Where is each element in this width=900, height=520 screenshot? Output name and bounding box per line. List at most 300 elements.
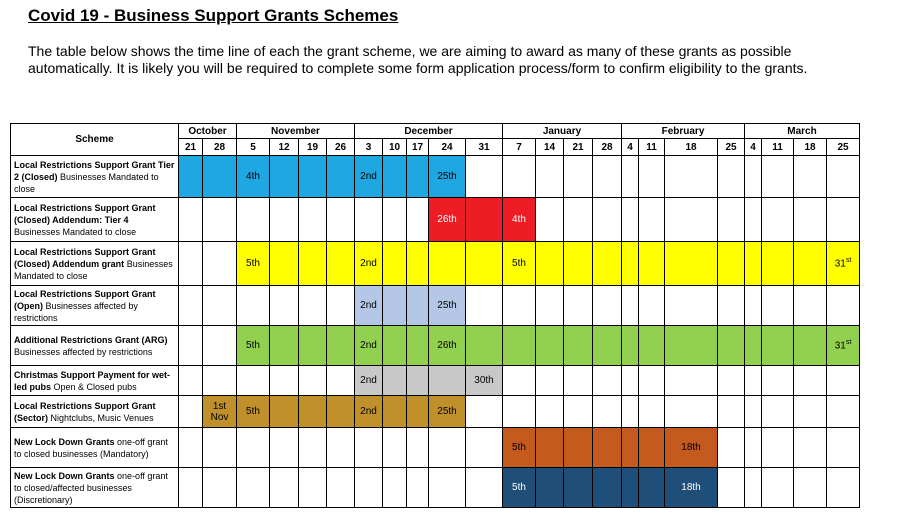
timeline-cell [327,156,355,198]
timeline-cell [429,286,466,326]
scheme-cell [11,286,179,326]
timeline-cell [745,428,762,468]
timeline-cell [299,468,327,508]
month-header: December [355,124,503,139]
timeline-cell [827,366,860,396]
week-day-header: 11 [639,139,665,156]
timeline-cell [327,468,355,508]
timeline-cell [745,326,762,366]
date-label: 4th [512,214,526,225]
timeline-cell [466,468,503,508]
timeline-cell [639,286,665,326]
week-day-header: 17 [407,139,429,156]
timeline-cell [407,468,429,508]
timeline-cell [665,286,718,326]
timeline-cell [745,156,762,198]
date-label: 5th [246,340,260,351]
timeline-cell [564,242,593,286]
week-day-header: 31 [466,139,503,156]
timeline-cell [622,468,639,508]
week-day-header: 21 [179,139,203,156]
timeline-cell [383,286,407,326]
timeline-cell [564,428,593,468]
date-label: 4th [246,171,260,182]
timeline-cell [466,366,503,396]
timeline-cell [718,428,745,468]
timeline-cell [745,396,762,428]
timeline-cell [237,156,270,198]
timeline-cell [665,396,718,428]
timeline-cell [536,198,564,242]
timeline-cell [327,366,355,396]
timeline-cell [794,286,827,326]
timeline-cell [407,326,429,366]
date-label: 5th [512,258,526,269]
date-suffix: st [845,257,852,265]
scheme-cell [11,428,179,468]
table-row [11,198,860,242]
date-label: 25th [437,300,457,311]
timeline-cell [762,242,794,286]
timeline-cell [745,286,762,326]
timeline-cell [503,198,536,242]
timeline-cell [429,366,466,396]
scheme-header: Scheme [11,124,179,156]
date-label: 31 [834,258,846,270]
timeline-cell [827,286,860,326]
date-label: 2nd [360,406,377,417]
scheme-name: Local Restrictions Support Grant (Open) [14,288,156,311]
timeline-cell [203,428,237,468]
scheme-name: Christmas Support Payment for wet-led pubs [14,369,171,392]
date-label: 31 [834,340,846,352]
timeline-cell [794,396,827,428]
timeline-cell [762,428,794,468]
timeline-cell [503,286,536,326]
timeline-cell [593,286,622,326]
timeline-cell [203,156,237,198]
timeline-cell [762,286,794,326]
timeline-cell [355,156,383,198]
timeline-cell [429,396,466,428]
intro-paragraph: The table below shows the time line of each the grant scheme, we are aiming to award as many of these grants as possible automatically. It is likely you will be required to complete some form application process/form to confirm eligibility to the grants. [28,43,808,76]
timeline-cell [536,468,564,508]
scheme-description: Businesses Mandated to close [14,171,159,194]
scheme-cell [11,396,179,428]
timeline-cell [383,396,407,428]
timeline-cell [355,286,383,326]
timeline-cell [237,366,270,396]
timeline-cell [762,156,794,198]
timeline-cell [270,242,299,286]
timeline-cell [564,286,593,326]
timeline-cell [407,366,429,396]
scheme-description: Businesses affected by restrictions [14,300,138,323]
timeline-cell [665,326,718,366]
scheme-name: Local Restrictions Support Grant (Closed) Addendum: Tier 4 [14,202,156,225]
timeline-cell [593,326,622,366]
date-label: 26th [437,340,457,351]
timeline-cell [429,326,466,366]
timeline-cell [639,428,665,468]
timeline-cell [622,198,639,242]
scheme-description: Businesses Mandated to close [14,226,137,237]
table-row [11,242,860,286]
timeline-cell [762,326,794,366]
timeline-cell [593,242,622,286]
timeline-cell [564,326,593,366]
timeline-cell [536,286,564,326]
timeline-cell [794,366,827,396]
timeline-cell [270,326,299,366]
timeline-cell [237,198,270,242]
week-day-header: 4 [622,139,639,156]
timeline-cell [593,468,622,508]
timeline-cell [827,468,860,508]
month-header: November [237,124,355,139]
timeline-cell [593,156,622,198]
timeline-cell [622,326,639,366]
scheme-description: Businesses affected by restrictions [14,346,153,357]
week-day-header: 10 [383,139,407,156]
timeline-cell [429,428,466,468]
timeline-cell [203,242,237,286]
timeline-cell [203,366,237,396]
timeline-cell [639,396,665,428]
timeline-cell [179,198,203,242]
timeline-cell [794,326,827,366]
scheme-cell [11,242,179,286]
timeline-cell [466,396,503,428]
timeline-cell [179,468,203,508]
date-label: 2nd [360,258,377,269]
timeline-cell [665,242,718,286]
week-day-header: 28 [593,139,622,156]
table-row [11,396,860,428]
timeline-cell [429,198,466,242]
timeline-cell [407,428,429,468]
scheme-cell [11,468,179,508]
week-day-header: 25 [827,139,860,156]
table-row [11,326,860,366]
timeline-cell [593,428,622,468]
timeline-cell [270,468,299,508]
week-day-header: 14 [536,139,564,156]
timeline-cell [179,366,203,396]
timeline-cell [503,428,536,468]
timeline-cell [503,156,536,198]
scheme-cell [11,366,179,396]
timeline-cell [503,242,536,286]
scheme-description: Open & Closed pubs [53,381,137,392]
timeline-cell [794,242,827,286]
timeline-cell [718,156,745,198]
week-day-header: 28 [203,139,237,156]
timeline-cell [639,198,665,242]
timeline-cell [827,326,860,366]
timeline-cell [665,156,718,198]
timeline-cell [383,428,407,468]
page-title: Covid 19 - Business Support Grants Schemes [28,6,399,25]
timeline-cell [327,286,355,326]
scheme-description: Businesses Mandated to close [14,258,173,281]
timeline-cell [327,242,355,286]
timeline-cell [237,326,270,366]
timeline-cell [503,468,536,508]
date-suffix: st [845,339,852,347]
timeline-cell [383,326,407,366]
timeline-cell [355,468,383,508]
timeline-cell [639,156,665,198]
timeline-cell [745,242,762,286]
timeline-cell [622,428,639,468]
timeline-cell [665,366,718,396]
table-row [11,286,860,326]
month-header: October [179,124,237,139]
timeline-cell [564,366,593,396]
timeline-cell [593,198,622,242]
date-label: 2nd [360,340,377,351]
timeline-cell [665,468,718,508]
timeline-cell [718,468,745,508]
timeline-cell [429,156,466,198]
timeline-cell [827,242,860,286]
timeline-cell [407,198,429,242]
timeline-cell [407,286,429,326]
timeline-cell [665,428,718,468]
timeline-cell [639,468,665,508]
timeline-cell [593,366,622,396]
timeline-cell [407,396,429,428]
timeline-cell [718,242,745,286]
scheme-cell [11,326,179,366]
timeline-cell [745,366,762,396]
timeline-cell [503,326,536,366]
timeline-cell [466,326,503,366]
timeline-cell [179,428,203,468]
timeline-cell [564,396,593,428]
timeline-cell [536,326,564,366]
timeline-cell [203,286,237,326]
timeline-cell [237,428,270,468]
timeline-cell [622,286,639,326]
timeline-cell [536,428,564,468]
week-day-header: 4 [745,139,762,156]
timeline-cell [270,156,299,198]
week-day-header: 18 [794,139,827,156]
timeline-cell [355,242,383,286]
timeline-cell [762,198,794,242]
timeline-cell [237,396,270,428]
timeline-cell [762,468,794,508]
timeline-cell [299,366,327,396]
timeline-cell [179,286,203,326]
timeline-cell [355,396,383,428]
week-day-header: 11 [762,139,794,156]
timeline-cell [179,396,203,428]
scheme-cell [11,198,179,242]
timeline-cell [179,326,203,366]
date-label: 5th [246,406,260,417]
timeline-cell [355,198,383,242]
week-day-header: 3 [355,139,383,156]
scheme-name: New Lock Down Grants [14,436,115,447]
date-label: 5th [512,442,526,453]
timeline-cell [429,242,466,286]
timeline-cell [270,198,299,242]
timeline-cell [299,242,327,286]
week-day-header: 7 [503,139,536,156]
week-day-header: 26 [327,139,355,156]
timeline-cell [466,428,503,468]
date-label: 26th [437,214,457,225]
timeline-cell [622,396,639,428]
timeline-cell [718,326,745,366]
date-label: 2nd [360,300,377,311]
timeline-cell [762,366,794,396]
timeline-cell [665,198,718,242]
timeline-cell [327,326,355,366]
timeline-cell [762,396,794,428]
timeline-cell [299,428,327,468]
timeline-cell [299,156,327,198]
timeline-cell [355,326,383,366]
timeline-cell [827,198,860,242]
timeline-cell [639,242,665,286]
timeline-cell [564,156,593,198]
month-header: March [745,124,860,139]
timeline-cell [745,198,762,242]
date-label: 1st Nov [210,400,229,423]
month-header: January [503,124,622,139]
timeline-cell [503,366,536,396]
timeline-cell [503,396,536,428]
table-row [11,468,860,508]
timeline-cell [237,242,270,286]
week-day-header: 21 [564,139,593,156]
timeline-cell [466,286,503,326]
timeline-cell [536,396,564,428]
timeline-cell [794,198,827,242]
week-day-header: 19 [299,139,327,156]
date-label: 5th [246,258,260,269]
timeline-cell [639,326,665,366]
scheme-description: Nightclubs, Music Venues [50,412,154,423]
week-day-header: 24 [429,139,466,156]
week-day-header: 25 [718,139,745,156]
timeline-cell [270,428,299,468]
timeline-cell [564,198,593,242]
timeline-cell [299,286,327,326]
timeline-cell [299,326,327,366]
timeline-cell [827,156,860,198]
timeline-cell [270,396,299,428]
timeline-cell [718,286,745,326]
date-label: 30th [474,375,494,386]
scheme-name: Additional Restrictions Grant (ARG) [14,334,168,345]
timeline-cell [466,156,503,198]
timeline-cell [622,242,639,286]
timeline-cell [203,468,237,508]
timeline-cell [355,366,383,396]
timeline-cell [466,242,503,286]
timeline-cell [827,428,860,468]
timeline-cell [179,156,203,198]
timeline-cell [593,396,622,428]
timeline-cell [622,366,639,396]
date-label: 25th [437,406,457,417]
timeline-cell [270,366,299,396]
timeline-cell [536,366,564,396]
date-label: 18th [681,482,701,493]
timeline-cell [327,198,355,242]
timeline-cell [564,468,593,508]
timeline-cell [327,396,355,428]
timeline-cell [407,156,429,198]
timeline-cell [407,242,429,286]
scheme-cell [11,156,179,198]
timeline-cell [745,468,762,508]
timeline-cell [718,198,745,242]
scheme-description: one-off grant to closed businesses (Mandatory) [14,436,168,459]
timeline-cell [718,366,745,396]
timeline-cell [383,468,407,508]
date-label: 2nd [360,375,377,386]
timeline-cell [237,468,270,508]
timeline-cell [327,428,355,468]
timeline-cell [179,242,203,286]
date-label: 18th [681,442,701,453]
timeline-cell [794,428,827,468]
timeline-cell [203,198,237,242]
timeline-cell [718,396,745,428]
table-row [11,366,860,396]
timeline-cell [622,156,639,198]
scheme-name: Local Restrictions Support Grant Tier 2 (Closed) [14,159,175,182]
table-row [11,156,860,198]
timeline-cell [203,396,237,428]
timeline-cell [383,242,407,286]
timeline-cell [466,198,503,242]
week-day-header: 18 [665,139,718,156]
grant-timeline-table [10,123,860,508]
timeline-cell [383,156,407,198]
scheme-name: New Lock Down Grants [14,470,115,481]
timeline-cell [270,286,299,326]
date-label: 5th [512,482,526,493]
scheme-name: Local Restrictions Support Grant (Closed) Addendum grant [14,246,156,269]
timeline-cell [203,326,237,366]
scheme-name: Local Restrictions Support Grant (Sector) [14,400,156,423]
timeline-cell [299,198,327,242]
timeline-cell [536,242,564,286]
timeline-cell [429,468,466,508]
scheme-description: one-off grant to closed/affected businesses (Discretionary) [14,470,168,505]
date-label: 25th [437,171,457,182]
month-header: February [622,124,745,139]
week-day-header: 5 [237,139,270,156]
date-label: 2nd [360,171,377,182]
timeline-cell [355,428,383,468]
timeline-cell [794,156,827,198]
timeline-cell [237,286,270,326]
timeline-cell [827,396,860,428]
table-row [11,428,860,468]
timeline-cell [299,396,327,428]
timeline-cell [794,468,827,508]
timeline-cell [536,156,564,198]
timeline-cell [383,366,407,396]
